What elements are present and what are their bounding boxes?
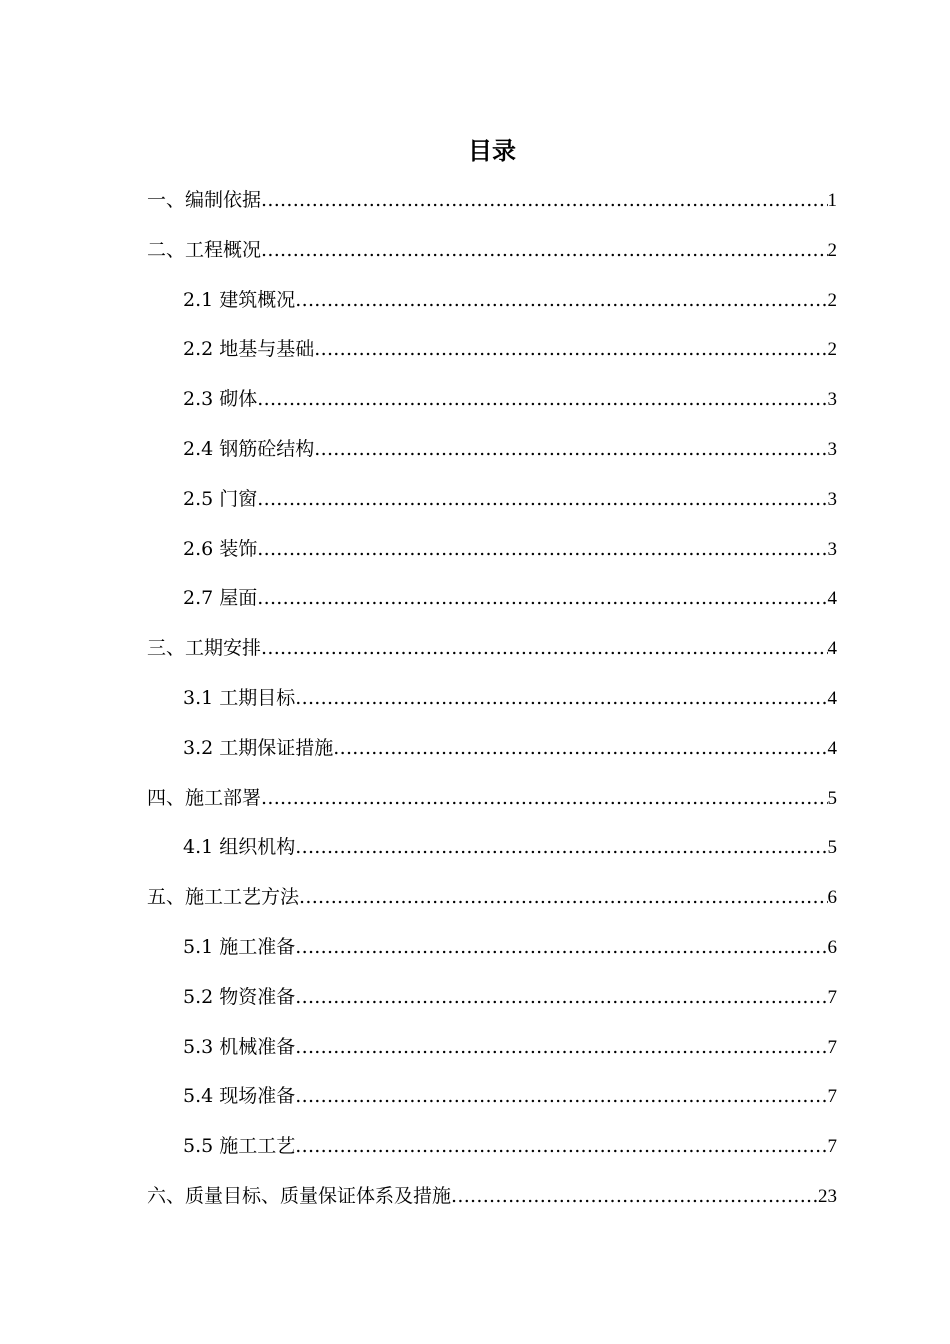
toc-page-number: 7	[827, 1086, 837, 1108]
toc-page-number: 4	[827, 588, 837, 610]
toc-dot-leader	[314, 431, 827, 468]
toc-entry-text: 5.5 施工工艺	[183, 1135, 296, 1158]
toc-entry[interactable]	[147, 1178, 837, 1228]
toc-page-number: 2	[827, 289, 837, 311]
toc-entry[interactable]	[147, 829, 837, 879]
toc-dot-leader	[295, 929, 827, 966]
toc-entry[interactable]	[147, 1029, 837, 1079]
toc-dot-leader	[295, 1128, 827, 1165]
toc-entry-text: 3.1 工期目标	[183, 686, 296, 709]
toc-page-number: 5	[827, 787, 837, 809]
toc-entry[interactable]	[147, 182, 837, 232]
toc-entry[interactable]	[147, 331, 837, 381]
toc-entry[interactable]	[147, 1078, 837, 1128]
toc-entry-text: 2.6 装饰	[183, 537, 258, 560]
toc-page-number: 4	[827, 638, 837, 660]
toc-entry-text: 四、施工部署	[147, 786, 262, 809]
toc-dot-leader	[295, 979, 827, 1016]
toc-dot-leader	[295, 1078, 827, 1115]
toc-entry-text: 2.5 门窗	[183, 487, 258, 510]
toc-entry-text: 五、施工工艺方法	[147, 886, 300, 909]
toc-entry-text: 5.2 物资准备	[183, 985, 296, 1008]
toc-page-number: 6	[827, 936, 837, 958]
toc-page-number: 7	[827, 986, 837, 1008]
toc-page-number: 4	[827, 687, 837, 709]
toc-entry-text: 2.4 钢筋砼结构	[183, 437, 315, 460]
toc-entry[interactable]	[147, 580, 837, 630]
toc-entry-text: 2.2 地基与基础	[183, 338, 315, 361]
toc-entry-text: 4.1 组织机构	[183, 836, 296, 859]
toc-dot-leader	[257, 580, 827, 617]
toc-entry[interactable]	[147, 282, 837, 332]
toc-entry[interactable]	[147, 531, 837, 581]
toc-entry-text: 5.1 施工准备	[183, 935, 296, 958]
toc-entry-text: 2.1 建筑概况	[183, 288, 296, 311]
toc-dot-leader	[261, 780, 827, 817]
toc-entry-text: 2.3 砌体	[183, 388, 258, 411]
toc-dot-leader	[261, 182, 827, 219]
toc-dot-leader	[257, 531, 827, 568]
toc-page-number: 6	[827, 887, 837, 909]
toc-dot-leader	[451, 1178, 818, 1215]
toc-entry[interactable]	[147, 979, 837, 1029]
toc-dot-leader	[333, 730, 827, 767]
toc-entry-text: 三、工期安排	[147, 637, 262, 660]
toc-dot-leader	[295, 680, 827, 717]
toc-entry[interactable]	[147, 680, 837, 730]
toc-page-number: 3	[827, 438, 837, 460]
toc-entry[interactable]	[147, 232, 837, 282]
toc-dot-leader	[314, 331, 827, 368]
toc-page-number: 1	[827, 190, 837, 211]
toc-entry-text: 六、质量目标、质量保证体系及措施	[147, 1184, 452, 1207]
toc-entry[interactable]	[147, 879, 837, 929]
toc-dot-leader	[295, 829, 827, 866]
toc-entry[interactable]	[147, 630, 837, 680]
toc-entry[interactable]	[147, 431, 837, 481]
toc-entry[interactable]	[147, 730, 837, 780]
toc-dot-leader	[261, 232, 827, 269]
toc-page-number: 3	[827, 389, 837, 411]
toc-entry[interactable]	[147, 929, 837, 979]
toc-page-number: 4	[827, 737, 837, 759]
toc-entry-text: 3.2 工期保证措施	[183, 736, 334, 759]
toc-dot-leader	[299, 879, 827, 916]
toc-entry[interactable]	[147, 381, 837, 431]
toc-dot-leader	[295, 282, 827, 319]
toc-dot-leader	[261, 630, 827, 667]
toc-page-number: 7	[827, 1036, 837, 1058]
toc-page-number: 3	[827, 538, 837, 560]
toc-entry-text: 5.3 机械准备	[183, 1035, 296, 1058]
toc-entry[interactable]	[147, 1128, 837, 1178]
toc-page-number: 2	[827, 239, 837, 261]
toc-page-number: 2	[827, 339, 837, 361]
toc-page-number: 5	[827, 837, 837, 859]
toc-dot-leader	[295, 1029, 827, 1066]
toc-dot-leader	[257, 381, 827, 418]
toc-dot-leader	[257, 481, 827, 518]
toc-page-number: 7	[827, 1136, 837, 1158]
table-of-contents	[147, 182, 837, 1228]
toc-entry[interactable]	[147, 481, 837, 531]
toc-title: 目录	[468, 137, 516, 165]
toc-entry-text: 2.7 屋面	[183, 587, 258, 610]
toc-entry[interactable]	[147, 780, 837, 830]
toc-entry-text: 二、工程概况	[147, 238, 262, 261]
toc-entry-text: 一、编制依据	[147, 189, 262, 211]
toc-entry-text: 5.4 现场准备	[183, 1085, 296, 1108]
toc-page-number: 23	[818, 1185, 837, 1207]
toc-page-number: 3	[827, 488, 837, 510]
